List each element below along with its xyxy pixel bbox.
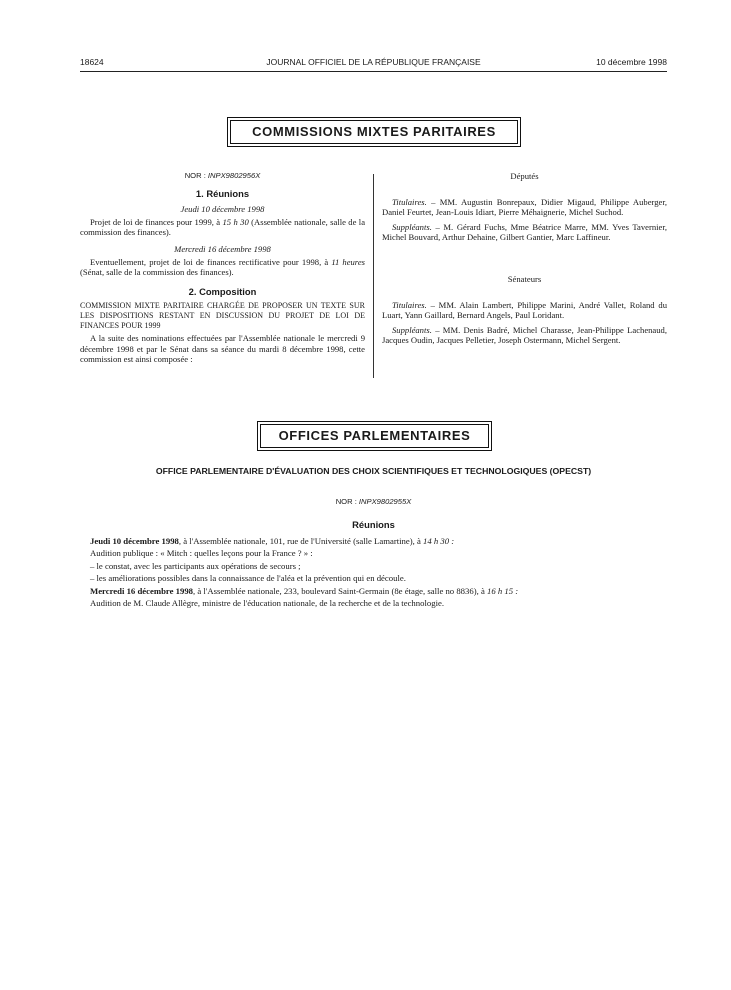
senateurs-titulaires: Titulaires. – MM. Alain Lambert, Philippe Marini, André Vallet, Roland du Luart, Yann Gaillard, Bernard Angels, Paul Loridant. — [382, 299, 667, 321]
op-reunions-heading: Réunions — [352, 519, 395, 530]
op-item-2: – les améliorations possibles dans la connaissance de l'aléa et la prévention qui en découle. — [90, 573, 406, 584]
cmp-date-1: Jeudi 10 décembre 1998 — [180, 204, 265, 215]
column-rule — [373, 174, 374, 378]
cmp-left-column — [80, 171, 365, 365]
op-item-1: – le constat, avec les participants aux opérations de secours ; — [90, 560, 301, 571]
cmp-right-column — [382, 171, 667, 346]
op-meeting-2: Mercredi 16 décembre 1998, à l'Assemblée nationale, 233, boulevard Saint-Germain (8e étage, salle no 8836), à 16 h 15 : — [90, 585, 519, 596]
op-audition-1: Audition publique : « Mitch : quelles leçons pour la France ? » : — [90, 548, 313, 559]
deputes-titulaires: Titulaires. – MM. Augustin Bonrepaux, Didier Migaud, Philippe Auberger, Daniel Feurtet, Jean-Louis Idiart, Pierre Méhaignerie, Michel Suchod. — [382, 196, 667, 218]
op-meetings — [90, 535, 667, 609]
issue-date: 10 décembre 1998 — [596, 57, 667, 67]
running-header — [80, 57, 667, 71]
cmp-nor: NOR : INPX9802956X — [184, 171, 261, 180]
op-nor: NOR : INPX9802955X — [335, 497, 412, 506]
op-section-title-box — [257, 421, 492, 451]
header-rule — [80, 71, 667, 72]
op-audition-2: Audition de M. Claude Allègre, ministre de l'éducation nationale, de la recherche et de la technologie. — [90, 598, 445, 609]
cmp-meeting-2: Eventuellement, projet de loi de finances rectificative pour 1998, à 11 heures (Sénat, salle de la commission des finances). — [80, 256, 365, 278]
op-section-title: OFFICES PARLEMENTAIRES — [260, 424, 489, 448]
page-number: 18624 — [80, 57, 104, 67]
deputes-suppleants: Suppléants. – M. Gérard Fuchs, Mme Béatrice Marre, MM. Yves Tavernier, Michel Bouvard, Arthur Dehaine, Gilbert Gantier, Marc Laffineur. — [382, 221, 667, 243]
op-meeting-1: Jeudi 10 décembre 1998, à l'Assemblée nationale, 101, rue de l'Université (salle Lamartine), à 14 h 30 : — [90, 536, 455, 546]
cmp-section-title-box — [227, 117, 521, 147]
cmp-section-title: COMMISSIONS MIXTES PARITAIRES — [230, 120, 518, 144]
deputes-heading: Députés — [510, 171, 539, 181]
journal-title: JOURNAL OFFICIEL DE LA RÉPUBLIQUE FRANÇAISE — [266, 57, 481, 67]
cmp-composition-heading: 2. Composition — [188, 285, 257, 297]
opecst-title: OFFICE PARLEMENTAIRE D'ÉVALUATION DES CHOIX SCIENTIFIQUES ET TECHNOLOGIQUES (OPECST) — [155, 466, 592, 476]
cmp-composition-text: A la suite des nominations effectuées par l'Assemblée nationale le mercredi 9 décembre 1998 et par le Sénat dans sa séance du mardi 8 décembre 1998, cette commission est ainsi composée : — [80, 333, 365, 365]
cmp-date-2: Mercredi 16 décembre 1998 — [174, 243, 271, 254]
senateurs-suppleants: Suppléants. – MM. Denis Badré, Michel Charasse, Jean-Philippe Lachenaud, Jacques Oudin, Jacques Pelletier, Joseph Ostermann, Michel Sergent. — [382, 324, 667, 346]
cmp-commission-title: COMMISSION MIXTE PARITAIRE CHARGÉE DE PROPOSER UN TEXTE SUR LES DISPOSITIONS RESTANT EN DISCUSSION DU PROJET DE LOI DE FINANCES POUR 1999 — [80, 301, 365, 330]
cmp-meeting-1: Projet de loi de finances pour 1999, à 15 h 30 (Assemblée nationale, salle de la commission des finances). — [80, 216, 366, 238]
senateurs-heading: Sénateurs — [507, 273, 542, 284]
cmp-reunions-heading: 1. Réunions — [195, 187, 250, 199]
